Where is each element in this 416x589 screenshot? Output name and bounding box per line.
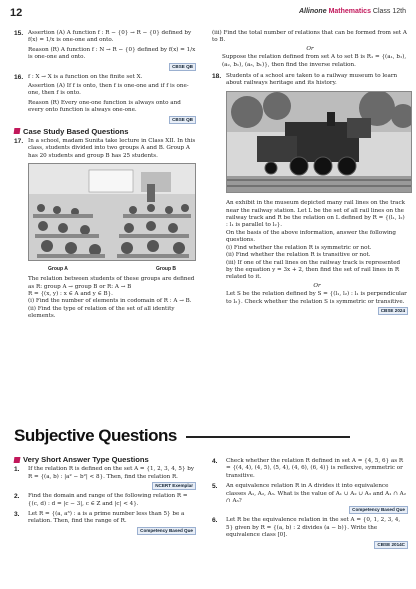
- source-tag: CBSE 2014C: [374, 541, 408, 549]
- or-text: Suppose the relation defined from set A to set B is R₁ = {(a₁, b₁), (a₂, b₁), (a₃, b₁)}, then find the inverse relation.: [222, 54, 407, 68]
- question-text: Let R be the equivalence relation in the set A = {0, 1, 2, 3, 4, 5} given by R = {(a, b) : 2 divides (a − b)}. Write the equivalence class [0].: [226, 517, 401, 539]
- question-5: [212, 483, 408, 514]
- question-text: f : X → X is a function on the finite set X.: [28, 73, 143, 80]
- question-number: 2.: [14, 493, 20, 501]
- relation-set: R = {(x, y) : x ∈ A and y ∈ B}.: [28, 290, 113, 297]
- question-text: In a school, madam Sunita take lecture in Class XII. In this class, students divided into two groups A and B. Group A has 20 students and group B has 25 students.: [28, 138, 196, 159]
- question-18: [212, 73, 408, 315]
- question-17: [14, 138, 196, 320]
- or-label: Or: [306, 45, 314, 52]
- subquestion-iii: (iii) Find the total number of relations that can be formed from set A to B.: [212, 30, 407, 44]
- source-tag: CBSE 2024: [378, 307, 408, 315]
- or-label: Or: [313, 282, 321, 289]
- page-number: 12: [10, 7, 23, 19]
- assertion-text: Assertion (A) If f is onto, then f is one-one and if f is one-one, then f is onto.: [28, 83, 189, 97]
- question-4: [212, 458, 408, 480]
- question-15: [14, 30, 196, 71]
- case-study-heading: [14, 128, 196, 135]
- question-text: An equivalence relation R in A divides it into equivalence classes A₁, A₂, A₃. What is the value of A₁ ∪ A₂ ∪ A₃ and A₁ ∩ A₂ ∩ A₃?: [226, 483, 406, 505]
- photo-captions: [28, 266, 196, 273]
- source-tag: NCERT Exemplar: [152, 482, 196, 490]
- question-number: 16.: [14, 73, 24, 81]
- subjective-left: [14, 452, 196, 538]
- caption-group-a: Group A: [48, 265, 68, 272]
- source-tag: CBSE QB: [169, 63, 196, 71]
- section-square-icon: [14, 128, 21, 134]
- classroom-photo: [28, 163, 196, 261]
- brand-line: [299, 8, 406, 15]
- subjective-right: [212, 458, 408, 552]
- question-3: [14, 511, 196, 535]
- vsa-heading: [14, 456, 196, 463]
- question-1: [14, 466, 196, 490]
- subjective-title: Subjective Questions: [14, 426, 177, 445]
- brand-allinone: Allinone: [298, 8, 327, 15]
- question-number: 4.: [212, 458, 218, 465]
- subjective-heading: [14, 426, 406, 446]
- question-number: 15.: [14, 30, 24, 37]
- assertion-text: Assertion (A) A function f : R − {0} → R − {0} defined by f(x) = 1/x is one-one and onto.: [28, 30, 192, 44]
- relation-text: The relation between students of these groups are defined as R: group A → group B or R: A → B: [28, 276, 195, 290]
- question-text: Students of a school are taken to a railway museum to learn about railways heritage and its history.: [226, 73, 398, 87]
- caption-group-b: Group B: [156, 265, 176, 272]
- section-square-icon: [14, 457, 21, 463]
- question-text: Let R = {(a, a³) : a is a prime number less than 5} be a relation. Then, find the range of R.: [28, 511, 185, 525]
- source-tag: CBSE QB: [169, 116, 196, 124]
- reason-text: Reason (R) A function f : N → R − {0} defined by f(x) = 1/x is one-one and onto.: [28, 46, 196, 61]
- question-text: Check whether the relation R defined in set A = {4, 5, 6} as R = {(4, 4), (4, 5), (5, 4), (4, 6), (6, 4)} is reflexive, symmetric or transitive.: [226, 458, 404, 479]
- question-number: 5.: [212, 483, 218, 491]
- question-number: 6.: [212, 517, 218, 525]
- question-number: 3.: [14, 511, 20, 519]
- subquestion-i: (i) Find whether the relation R is symmetric or not.: [226, 244, 372, 251]
- railway-museum-photo: [226, 91, 412, 193]
- page-header: [0, 0, 416, 26]
- source-tag: Competency Based Que: [349, 506, 408, 514]
- subquestion-iii: (iii) If one of the rail lines on the railway track is represented by the equation y = 3x + 2, then find the set of rail lines in R related to it.: [226, 259, 401, 281]
- question-number: 18.: [212, 73, 222, 81]
- question-16: [14, 74, 196, 124]
- question-6: [212, 517, 408, 548]
- question-text: If the relation R is defined on the set A = {1, 2, 3, 4, 5} by R = {(a, b) : |a² − b²| < 8}. Then, find the relation R.: [28, 466, 195, 480]
- basis-text: On the basis of the above information, answer the following questions.: [226, 229, 396, 244]
- right-column: [212, 30, 408, 318]
- case-study-title: Case Study Based Questions: [23, 126, 129, 136]
- brand-subject: Mathematics: [328, 8, 371, 15]
- question-number: 1.: [14, 466, 20, 474]
- question-2: [14, 493, 196, 508]
- subquestion-ii: (ii) Find whether the relation R is transitive or not.: [226, 252, 371, 259]
- or-text: Let S be the relation defined by S = {(l₁, l₂) : l₁ is perpendicular to l₂}. Check whether the relation S is symmetric or transitive.: [226, 291, 407, 305]
- heading-rule: [186, 436, 350, 438]
- vsa-title: Very Short Answer Type Questions: [23, 455, 149, 464]
- brand-class: Class 12th: [372, 8, 406, 15]
- left-column: [14, 30, 196, 324]
- question-text: Find the domain and range of the following relation R = {(c, d) : d = |c − 3|, c ∈ Z and |c| < 4}.: [28, 493, 188, 507]
- question-number: 17.: [14, 138, 24, 146]
- subquestion-ii: (ii) Find the type of relation of the set of all identity elements.: [28, 305, 175, 320]
- source-tag: Competency Based Que: [137, 527, 196, 535]
- exhibit-text: An exhibit in the museum depicted many rail lines on the track near the railway station. Let L be the set of all rail lines on the railway track and R be the relation on L defined by R = {(l₁, l₂) : l₁ is parallel to l₂}.: [226, 200, 406, 229]
- reason-text: Reason (R) Every one-one function is always onto and every onto function is always one-one.: [28, 99, 181, 114]
- subquestion-i: (i) Find the number of elements in codomain of R : A → B.: [28, 298, 192, 305]
